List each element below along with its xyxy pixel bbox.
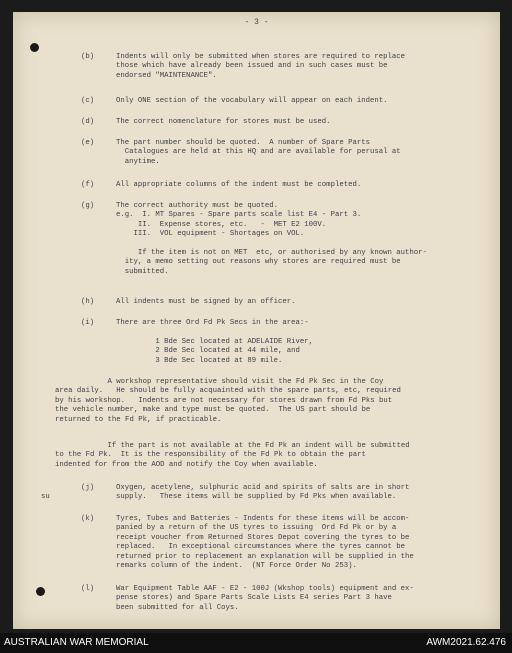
- item-text: The correct authority must be quoted. e.g. I. MT Spares - Spare parts scale list E4 - Part 3. II. Expense stores, etc. - MET E2 100V. III. VOL equipment - Shortages on VOL. If the item is not on MET etc, or authorised by any known author- ity, a memo setting out reasons why stores are required must be submitted.: [116, 202, 427, 276]
- footer-bar: [0, 633, 512, 653]
- item-label: (e): [81, 139, 95, 147]
- item-label: (j): [81, 484, 95, 492]
- item-label: (f): [81, 181, 95, 189]
- item-text: Indents will only be submitted when stores are required to replace those which have already been issued and in such cases must be endorsed "MAINTENANCE".: [116, 53, 406, 80]
- page-number: - 3 -: [244, 18, 269, 27]
- punch-hole-bottom: [36, 587, 45, 596]
- item-label: (b): [81, 53, 95, 61]
- item-label: (l): [81, 585, 95, 593]
- item-text: Only ONE section of the vocabulary will appear on each indent.: [116, 97, 388, 105]
- item-label: (k): [81, 515, 95, 523]
- margin-note: su: [41, 493, 50, 501]
- item-label: (d): [81, 118, 95, 126]
- item-text: The part number should be quoted. A number of Spare Parts Catalogues are held at this HQ and are available for perusal at anytime.: [116, 139, 401, 166]
- item-text: All appropriate columns of the indent must be completed.: [116, 181, 362, 189]
- item-text: War Equipment Table AAF - E2 - 100J (Wkshop tools) equipment and ex- pense stores) and Spare Parts Scale Lists E4 series Part 3 have been submitted for all Coys.: [116, 585, 414, 612]
- item-label: (i): [81, 319, 95, 327]
- item-text: There are three Ord Fd Pk Secs in the area:- 1 Bde Sec located at ADELAIDE River, 2 Bde Sec located at 44 mile, and 3 Bde Sec located at 89 mile.: [116, 319, 314, 365]
- accession-number: AWM2021.62.476: [426, 637, 506, 648]
- punch-hole-top: [30, 43, 39, 52]
- institution-name: AUSTRALIAN WAR MEMORIAL: [4, 637, 149, 648]
- item-text: All indents must be signed by an officer.: [116, 298, 296, 306]
- paragraph-indent: If the part is not available at the Fd Pk an indent will be submitted to the Fd Pk. It is the responsibility of the Fd Pk to obtain the part indented for from the AOD and notify the Coy when available.: [55, 442, 410, 469]
- item-text: The correct nomenclature for stores must be used.: [116, 118, 331, 126]
- item-text: Tyres, Tubes and Batteries - Indents for these items will be accom- panied by a return of the US tyres to issuing Ord Fd Pk or by a receipt voucher from Returned Stores Depot covering the tyres to be replaced. In exceptional circumstances where the tyres cannot be returned prior to replacement an explanation will be supplied in the remarks column of the indent. (NT Force Order No 253).: [116, 515, 414, 571]
- item-label: (h): [81, 298, 95, 306]
- document-page: [13, 12, 500, 629]
- item-text: Oxygen, acetylene, sulphuric acid and spirits of salts are in short supply. These items will be supplied by Fd Pks when available.: [116, 484, 410, 502]
- paragraph-workshop: A workshop representative should visit the Fd Pk Sec in the Coy area daily. He should be fully acquainted with the spare parts, etc, required by his workshop. Indents are not necessary for stores drawn from Fd Pks but the vehicle number, make and type must be quoted. The US part should be returned to the Fd Pk, if practicable.: [55, 378, 401, 424]
- item-label: (g): [81, 202, 95, 210]
- item-label: (c): [81, 97, 95, 105]
